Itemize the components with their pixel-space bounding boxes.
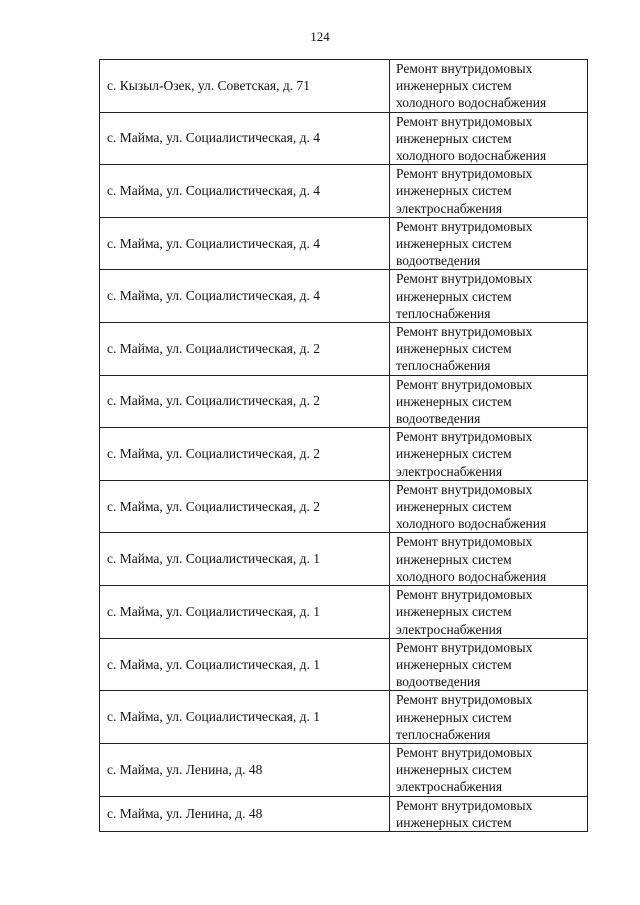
work-line: электроснабжения <box>396 200 503 216</box>
work-line: холодного водоснабжения <box>396 516 547 532</box>
work-cell <box>390 586 588 639</box>
work-line: электроснабжения <box>396 621 503 637</box>
works-table <box>99 59 588 832</box>
work-line: Ремонт внутридомовых <box>396 324 533 340</box>
work-line: инженерных систем <box>396 762 512 778</box>
work-line: Ремонт внутридомовых <box>396 61 533 76</box>
work-line: Ремонт внутридомовых <box>396 797 533 813</box>
work-line: Ремонт внутридомовых <box>396 692 533 708</box>
address-cell: с. Майма, ул. Социалистическая, д. 1 <box>100 533 390 586</box>
work-line: инженерных систем <box>396 341 512 357</box>
table-row <box>100 217 588 270</box>
work-line: Ремонт внутридомовых <box>396 429 533 445</box>
work-cell <box>390 743 588 796</box>
work-line: Ремонт внутридомовых <box>396 376 533 392</box>
work-cell <box>390 428 588 481</box>
work-cell <box>390 112 588 165</box>
work-line: инженерных систем <box>396 656 512 672</box>
work-line: Ремонт внутридомовых <box>396 113 533 129</box>
address-cell: с. Майма, ул. Социалистическая, д. 2 <box>100 375 390 428</box>
work-line: инженерных систем <box>396 814 512 830</box>
work-cell <box>390 60 588 113</box>
work-line: инженерных систем <box>396 709 512 725</box>
work-line: теплоснабжения <box>396 726 491 742</box>
table-row <box>100 270 588 323</box>
work-line: инженерных систем <box>396 288 512 304</box>
work-cell <box>390 270 588 323</box>
work-line: Ремонт внутридомовых <box>396 218 533 234</box>
work-line: инженерных систем <box>396 393 512 409</box>
address-cell: с. Майма, ул. Социалистическая, д. 2 <box>100 428 390 481</box>
work-line: Ремонт внутридомовых <box>396 166 533 182</box>
address-cell: с. Майма, ул. Ленина, д. 48 <box>100 796 390 831</box>
table-row <box>100 743 588 796</box>
work-line: водоотведения <box>396 411 481 427</box>
work-line: Ремонт внутридомовых <box>396 744 533 760</box>
table-row <box>100 586 588 639</box>
work-line: Ремонт внутридомовых <box>396 534 533 550</box>
work-line: теплоснабжения <box>396 358 491 374</box>
table-row <box>100 323 588 376</box>
work-cell <box>390 533 588 586</box>
work-line: теплоснабжения <box>396 305 491 321</box>
work-line: инженерных систем <box>396 446 512 462</box>
work-line: электроснабжения <box>396 463 503 479</box>
work-line: холодного водоснабжения <box>396 148 547 164</box>
work-line: Ремонт внутридомовых <box>396 271 533 287</box>
work-line: Ремонт внутридомовых <box>396 481 533 497</box>
address-cell: с. Майма, ул. Социалистическая, д. 1 <box>100 586 390 639</box>
work-line: инженерных систем <box>396 130 512 146</box>
work-line: инженерных систем <box>396 499 512 515</box>
work-cell <box>390 323 588 376</box>
work-cell <box>390 217 588 270</box>
work-line: водоотведения <box>396 674 481 690</box>
address-cell: с. Майма, ул. Ленина, д. 48 <box>100 743 390 796</box>
work-line: инженерных систем <box>396 236 512 252</box>
work-line: инженерных систем <box>396 551 512 567</box>
work-cell <box>390 638 588 691</box>
work-line: Ремонт внутридомовых <box>396 587 533 603</box>
table-row <box>100 60 588 113</box>
works-table-body <box>100 60 588 832</box>
table-row <box>100 165 588 218</box>
table-row <box>100 533 588 586</box>
work-line: холодного водоснабжения <box>396 95 547 111</box>
work-cell <box>390 165 588 218</box>
work-cell <box>390 375 588 428</box>
address-cell: с. Кызыл-Озек, ул. Советская, д. 71 <box>100 60 390 113</box>
address-cell: с. Майма, ул. Социалистическая, д. 4 <box>100 270 390 323</box>
table-row <box>100 796 588 831</box>
table-row <box>100 112 588 165</box>
page-number: 124 <box>310 29 330 44</box>
work-line: инженерных систем <box>396 78 512 94</box>
work-line: инженерных систем <box>396 183 512 199</box>
address-cell: с. Майма, ул. Социалистическая, д. 1 <box>100 691 390 744</box>
address-cell: с. Майма, ул. Социалистическая, д. 4 <box>100 217 390 270</box>
table-row <box>100 480 588 533</box>
table-row <box>100 638 588 691</box>
work-cell <box>390 480 588 533</box>
table-row <box>100 428 588 481</box>
work-line: водоотведения <box>396 253 481 269</box>
address-cell: с. Майма, ул. Социалистическая, д. 1 <box>100 638 390 691</box>
address-cell: с. Майма, ул. Социалистическая, д. 4 <box>100 112 390 165</box>
work-line: инженерных систем <box>396 604 512 620</box>
work-line: электроснабжения <box>396 779 503 795</box>
address-cell: с. Майма, ул. Социалистическая, д. 2 <box>100 323 390 376</box>
address-cell: с. Майма, ул. Социалистическая, д. 4 <box>100 165 390 218</box>
work-line: Ремонт внутридомовых <box>396 639 533 655</box>
work-cell <box>390 796 588 831</box>
work-cell <box>390 691 588 744</box>
table-row <box>100 375 588 428</box>
address-cell: с. Майма, ул. Социалистическая, д. 2 <box>100 480 390 533</box>
table-row <box>100 691 588 744</box>
work-line: холодного водоснабжения <box>396 568 547 584</box>
